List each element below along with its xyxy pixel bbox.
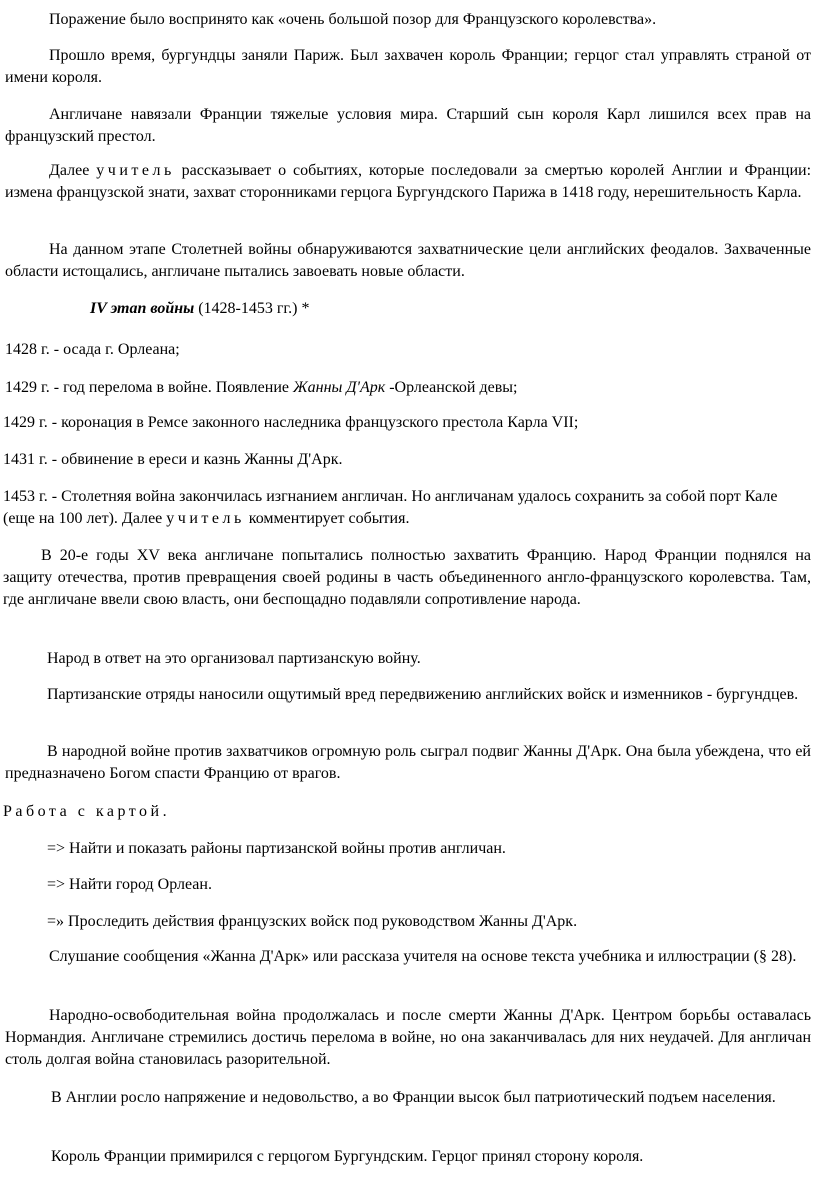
task-item: =» Проследить действия французских войск под руководством Жанны Д'Арк. (47, 913, 578, 930)
event-line: 1429 г. - год перелома в войне. Появление Жанны Д'Арк -Орлеанской девы; (5, 379, 518, 396)
paragraph: На данном этапе Столетней войны обнаруживаются захватнические цели английских феодалов. Захваченные области истощались, англичане пытались завоевать новые области. (5, 241, 811, 280)
paragraph: В Англии росло напряжение и недовольство, а во Франции высок был патриотический подъем населения. (51, 1089, 776, 1106)
paragraph: Народ в ответ на это организовал партизанскую войну. (47, 650, 421, 667)
task-item: => Найти город Орлеан. (47, 876, 212, 893)
event-line: 1431 г. - обвинение в ереси и казнь Жанны Д'Арк. (3, 451, 343, 468)
event-line: 1429 г. - коронация в Ремсе законного наследника французского престола Карла VII; (3, 414, 579, 431)
event-line: 1428 г. - осада г. Орлеана; (5, 341, 180, 358)
paragraph: Партизанские отряды наносили ощутимый вред передвижению английских войск и изменников - бургундцев. (47, 686, 799, 703)
map-work-heading: Работа с картой. (3, 803, 171, 820)
paragraph: Слушание сообщения «Жанна Д'Арк» или рассказа учителя на основе текста учебника и иллюстрации (§ 28). (49, 948, 797, 965)
paragraph: Далее учитель рассказывает о событиях, которые последовали за смертью королей Англии и Франции: измена французской знати, захват сторонниками герцога Бургундского Парижа в 1418 году, нерешительность Карла. (5, 162, 812, 201)
paragraph: В народной войне против захватчиков огромную роль сыграл подвиг Жанны Д'Арк. Она была убеждена, что ей предназначено Богом спасти Францию от врагов. (5, 743, 811, 782)
paragraph: Народно-освободительная война продолжалась и после смерти Жанны Д'Арк. Центром борьбы оставалась Нормандия. Англичане стремились достичь перелома в войне, но она заканчивалась для них неудачей. Для англичан столь долгая война становилась разорительной. (5, 1007, 811, 1068)
paragraph: Англичане навязали Франции тяжелые условия мира. Старший сын короля Карл лишился всех прав на французский престол. (5, 106, 811, 145)
paragraph: Король Франции примирился с герцогом Бургундским. Герцог принял сторону короля. (51, 1148, 644, 1165)
stage-heading: IV этап войны (1428-1453 гг.) * (90, 300, 310, 317)
task-item: => Найти и показать районы партизанской войны против англичан. (47, 840, 506, 857)
paragraph: Прошло время, бургундцы заняли Париж. Был захвачен король Франции; герцог стал управлять страной от имени короля. (5, 47, 811, 86)
event-line: 1453 г. - Столетняя война закончилась изгнанием англичан. Но англичанам удалось сохранить за собой порт Кале (еще на 100 лет). Далее учитель комментирует события. (3, 488, 778, 527)
paragraph: В 20-е годы XV века англичане попытались полностью захватить Францию. Народ Франции поднялся на защиту отечества, против превращения своей родины в часть объединенного англо-французского королевства. Там, где англичане ввели свою власть, они беспощадно подавляли сопротивление народа. (3, 547, 811, 608)
paragraph: Поражение было воспринято как «очень большой позор для Французского королевства». (49, 11, 657, 28)
